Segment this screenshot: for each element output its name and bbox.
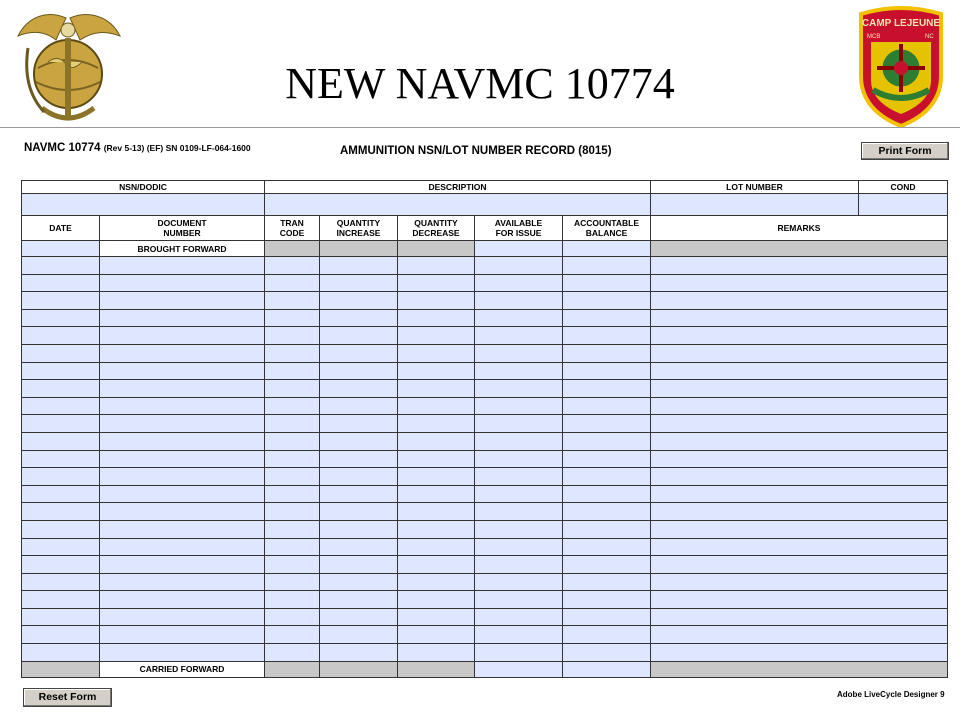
accountable-balance-field[interactable] [563,362,651,380]
accountable-balance-field[interactable] [563,344,651,362]
tran-code-header: TRAN CODE [265,216,320,241]
slide-title: NEW NAVMC 10774 [285,59,675,108]
date-field[interactable] [22,274,100,292]
available-for-issue-field[interactable] [475,644,563,662]
document-number-field[interactable] [100,573,265,591]
quantity-increase-field[interactable] [320,397,398,415]
mcb-text: MCB [867,34,881,40]
date-field[interactable] [22,292,100,310]
quantity-increase-field[interactable] [320,503,398,521]
brought-forward-available-field[interactable] [475,241,563,257]
available-for-issue-field[interactable] [475,257,563,275]
brought-forward-date-field[interactable] [22,241,100,257]
quantity-decrease-field[interactable] [398,450,475,468]
quantity-increase-header: QUANTITY INCREASE [320,216,398,241]
locked-cell [398,241,475,257]
date-field[interactable] [22,520,100,538]
document-number-field[interactable] [100,380,265,398]
remarks-field[interactable] [651,608,948,626]
date-field[interactable] [22,327,100,345]
quantity-increase-field[interactable] [320,309,398,327]
quantity-decrease-field[interactable] [398,415,475,433]
accountable-balance-field[interactable] [563,309,651,327]
document-number-field[interactable] [100,397,265,415]
locked-cell [320,661,398,677]
available-for-issue-field[interactable] [475,274,563,292]
accountable-balance-field[interactable] [563,485,651,503]
date-field[interactable] [22,344,100,362]
remarks-field[interactable] [651,257,948,275]
tran-code-field[interactable] [265,538,320,556]
table-row [22,380,948,398]
available-for-issue-field[interactable] [475,397,563,415]
remarks-field[interactable] [651,362,948,380]
cond-field[interactable] [859,194,948,216]
tran-code-field[interactable] [265,573,320,591]
locked-cell [265,661,320,677]
remarks-field[interactable] [651,344,948,362]
table-row [22,503,948,521]
tran-code-field[interactable] [265,485,320,503]
remarks-field[interactable] [651,450,948,468]
quantity-increase-field[interactable] [320,432,398,450]
carried-forward-balance-field[interactable] [563,661,651,677]
remarks-field[interactable] [651,556,948,574]
quantity-decrease-field[interactable] [398,309,475,327]
locked-cell [651,661,948,677]
quantity-increase-field[interactable] [320,327,398,345]
date-field[interactable] [22,415,100,433]
available-for-issue-field[interactable] [475,344,563,362]
document-number-field[interactable] [100,644,265,662]
quantity-decrease-field[interactable] [398,468,475,486]
tran-code-field[interactable] [265,309,320,327]
quantity-increase-field[interactable] [320,644,398,662]
accountable-balance-field[interactable] [563,608,651,626]
locked-cell [22,661,100,677]
table-row [22,450,948,468]
form-number [24,142,251,154]
document-number-header: DOCUMENT NUMBER [100,216,265,241]
quantity-increase-field[interactable] [320,538,398,556]
quantity-increase-field[interactable] [320,608,398,626]
document-number-field[interactable] [100,274,265,292]
tran-code-field[interactable] [265,591,320,609]
accountable-balance-field[interactable] [563,520,651,538]
cond-header: COND [859,181,948,194]
table-row [22,327,948,345]
accountable-balance-field[interactable] [563,591,651,609]
accountable-balance-field[interactable] [563,432,651,450]
table-row [22,432,948,450]
available-for-issue-field[interactable] [475,485,563,503]
accountable-balance-field[interactable] [563,556,651,574]
document-number-field[interactable] [100,432,265,450]
quantity-increase-field[interactable] [320,450,398,468]
document-number-field[interactable] [100,556,265,574]
available-for-issue-field[interactable] [475,608,563,626]
quantity-decrease-field[interactable] [398,644,475,662]
document-number-field[interactable] [100,608,265,626]
available-for-issue-field[interactable] [475,292,563,310]
quantity-decrease-header: QUANTITY DECREASE [398,216,475,241]
document-number-field[interactable] [100,327,265,345]
table-row [22,591,948,609]
table-row [22,292,948,310]
accountable-balance-field[interactable] [563,573,651,591]
table-row [22,556,948,574]
date-field[interactable] [22,362,100,380]
remarks-header: REMARKS [651,216,948,241]
table-row [22,485,948,503]
document-number-field[interactable] [100,309,265,327]
date-field[interactable] [22,644,100,662]
carried-forward-label: CARRIED FORWARD [100,661,265,677]
accountable-balance-field[interactable] [563,257,651,275]
date-field[interactable] [22,626,100,644]
tran-code-field[interactable] [265,415,320,433]
carried-forward-available-field[interactable] [475,661,563,677]
quantity-decrease-field[interactable] [398,520,475,538]
eagle-globe-anchor-emblem [8,8,128,128]
table-row [22,397,948,415]
available-for-issue-field[interactable] [475,503,563,521]
date-field[interactable] [22,380,100,398]
camp-lejeune-shield-emblem [853,6,949,128]
quantity-decrease-field[interactable] [398,362,475,380]
quantity-decrease-field[interactable] [398,380,475,398]
accountable-balance-field[interactable] [563,415,651,433]
accountable-balance-field[interactable] [563,503,651,521]
available-for-issue-field[interactable] [475,415,563,433]
remarks-field[interactable] [651,485,948,503]
tran-code-field[interactable] [265,503,320,521]
tran-code-field[interactable] [265,292,320,310]
quantity-increase-field[interactable] [320,468,398,486]
form-number-text: NAVMC 10774 [24,142,101,154]
accountable-balance-field[interactable] [563,327,651,345]
remarks-field[interactable] [651,468,948,486]
available-for-issue-field[interactable] [475,626,563,644]
date-field[interactable] [22,397,100,415]
accountable-balance-field[interactable] [563,292,651,310]
tran-code-field[interactable] [265,362,320,380]
remarks-field[interactable] [651,309,948,327]
tran-code-field[interactable] [265,520,320,538]
available-for-issue-field[interactable] [475,520,563,538]
table-row [22,644,948,662]
date-field[interactable] [22,538,100,556]
table-row [22,344,948,362]
tran-code-field[interactable] [265,608,320,626]
tran-code-field[interactable] [265,327,320,345]
remarks-field[interactable] [651,538,948,556]
document-number-field[interactable] [100,415,265,433]
table-row [22,274,948,292]
quantity-increase-field[interactable] [320,626,398,644]
quantity-increase-field[interactable] [320,556,398,574]
lot-number-header: LOT NUMBER [651,181,859,194]
nsn-dodic-field[interactable] [22,194,265,216]
accountable-balance-field[interactable] [563,644,651,662]
date-field[interactable] [22,608,100,626]
brought-forward-balance-field[interactable] [563,241,651,257]
form-title: AMMUNITION NSN/LOT NUMBER RECORD (8015) [340,145,612,157]
quantity-increase-field[interactable] [320,257,398,275]
form-revision: (Rev 5-13) (EF) SN 0109-LF-064-1600 [103,143,251,153]
tran-code-field[interactable] [265,257,320,275]
accountable-balance-header: ACCOUNTABLE BALANCE [563,216,651,241]
document-number-field[interactable] [100,292,265,310]
quantity-increase-field[interactable] [320,485,398,503]
date-field[interactable] [22,556,100,574]
available-for-issue-field[interactable] [475,556,563,574]
document-number-field[interactable] [100,503,265,521]
table-row [22,415,948,433]
quantity-increase-field[interactable] [320,415,398,433]
locked-cell [651,241,948,257]
table-row [22,538,948,556]
tran-code-field[interactable] [265,556,320,574]
document-number-field[interactable] [100,257,265,275]
remarks-field[interactable] [651,380,948,398]
remarks-field[interactable] [651,573,948,591]
remarks-field[interactable] [651,397,948,415]
date-field[interactable] [22,450,100,468]
date-field[interactable] [22,468,100,486]
quantity-increase-field[interactable] [320,292,398,310]
quantity-decrease-field[interactable] [398,626,475,644]
available-for-issue-field[interactable] [475,309,563,327]
tran-code-field[interactable] [265,432,320,450]
available-for-issue-field[interactable] [475,432,563,450]
available-for-issue-field[interactable] [475,327,563,345]
quantity-decrease-field[interactable] [398,608,475,626]
quantity-decrease-field[interactable] [398,538,475,556]
table-row [22,257,948,275]
tran-code-field[interactable] [265,626,320,644]
document-number-field[interactable] [100,626,265,644]
tran-code-field[interactable] [265,397,320,415]
date-header: DATE [22,216,100,241]
tran-code-field[interactable] [265,450,320,468]
lot-number-field[interactable] [651,194,859,216]
quantity-increase-field[interactable] [320,520,398,538]
available-for-issue-field[interactable] [475,380,563,398]
remarks-field[interactable] [651,591,948,609]
brought-forward-row [22,241,948,257]
document-number-field[interactable] [100,468,265,486]
table-row [22,573,948,591]
quantity-increase-field[interactable] [320,591,398,609]
available-for-issue-field[interactable] [475,450,563,468]
accountable-balance-field[interactable] [563,538,651,556]
tran-code-field[interactable] [265,274,320,292]
quantity-decrease-field[interactable] [398,485,475,503]
quantity-decrease-field[interactable] [398,274,475,292]
table-row [22,520,948,538]
table-row [22,309,948,327]
accountable-balance-field[interactable] [563,468,651,486]
quantity-increase-field[interactable] [320,274,398,292]
accountable-balance-field[interactable] [563,274,651,292]
quantity-increase-field[interactable] [320,573,398,591]
document-number-field[interactable] [100,485,265,503]
quantity-decrease-field[interactable] [398,292,475,310]
document-number-field[interactable] [100,591,265,609]
date-field[interactable] [22,503,100,521]
record-table [21,180,948,678]
date-field[interactable] [22,591,100,609]
quantity-decrease-field[interactable] [398,432,475,450]
reset-form-button[interactable]: Reset Form [23,688,112,707]
table-row [22,362,948,380]
quantity-decrease-field[interactable] [398,591,475,609]
remarks-field[interactable] [651,415,948,433]
table-row [22,468,948,486]
description-field[interactable] [265,194,651,216]
camp-lejeune-text: CAMP LEJEUNE [861,18,941,29]
locked-cell [398,661,475,677]
remarks-field[interactable] [651,520,948,538]
date-field[interactable] [22,309,100,327]
locked-cell [265,241,320,257]
brought-forward-label: BROUGHT FORWARD [100,241,265,257]
tran-code-field[interactable] [265,344,320,362]
document-number-field[interactable] [100,362,265,380]
quantity-decrease-field[interactable] [398,573,475,591]
date-field[interactable] [22,432,100,450]
remarks-field[interactable] [651,327,948,345]
quantity-decrease-field[interactable] [398,257,475,275]
date-field[interactable] [22,573,100,591]
quantity-increase-field[interactable] [320,344,398,362]
nsn-dodic-header: NSN/DODIC [22,181,265,194]
remarks-field[interactable] [651,292,948,310]
accountable-balance-field[interactable] [563,380,651,398]
tran-code-field[interactable] [265,644,320,662]
table-row [22,626,948,644]
quantity-decrease-field[interactable] [398,397,475,415]
remarks-field[interactable] [651,626,948,644]
remarks-field[interactable] [651,503,948,521]
table-row [22,608,948,626]
document-number-field[interactable] [100,344,265,362]
available-for-issue-field[interactable] [475,362,563,380]
nc-text: NC [925,34,934,40]
accountable-balance-field[interactable] [563,397,651,415]
document-number-field[interactable] [100,520,265,538]
available-for-issue-field[interactable] [475,573,563,591]
quantity-increase-field[interactable] [320,380,398,398]
available-for-issue-header: AVAILABLE FOR ISSUE [475,216,563,241]
quantity-increase-field[interactable] [320,362,398,380]
accountable-balance-field[interactable] [563,626,651,644]
quantity-decrease-field[interactable] [398,556,475,574]
tran-code-field[interactable] [265,380,320,398]
available-for-issue-field[interactable] [475,538,563,556]
available-for-issue-field[interactable] [475,468,563,486]
quantity-decrease-field[interactable] [398,327,475,345]
carried-forward-row [22,661,948,677]
date-field[interactable] [22,257,100,275]
date-field[interactable] [22,485,100,503]
print-form-button[interactable]: Print Form [861,142,949,160]
document-number-field[interactable] [100,450,265,468]
quantity-decrease-field[interactable] [398,503,475,521]
document-number-field[interactable] [100,538,265,556]
available-for-issue-field[interactable] [475,591,563,609]
remarks-field[interactable] [651,644,948,662]
tran-code-field[interactable] [265,468,320,486]
locked-cell [320,241,398,257]
designer-credit: Adobe LiveCycle Designer 9 [837,690,945,699]
remarks-field[interactable] [651,274,948,292]
quantity-decrease-field[interactable] [398,344,475,362]
remarks-field[interactable] [651,432,948,450]
accountable-balance-field[interactable] [563,450,651,468]
description-header: DESCRIPTION [265,181,651,194]
